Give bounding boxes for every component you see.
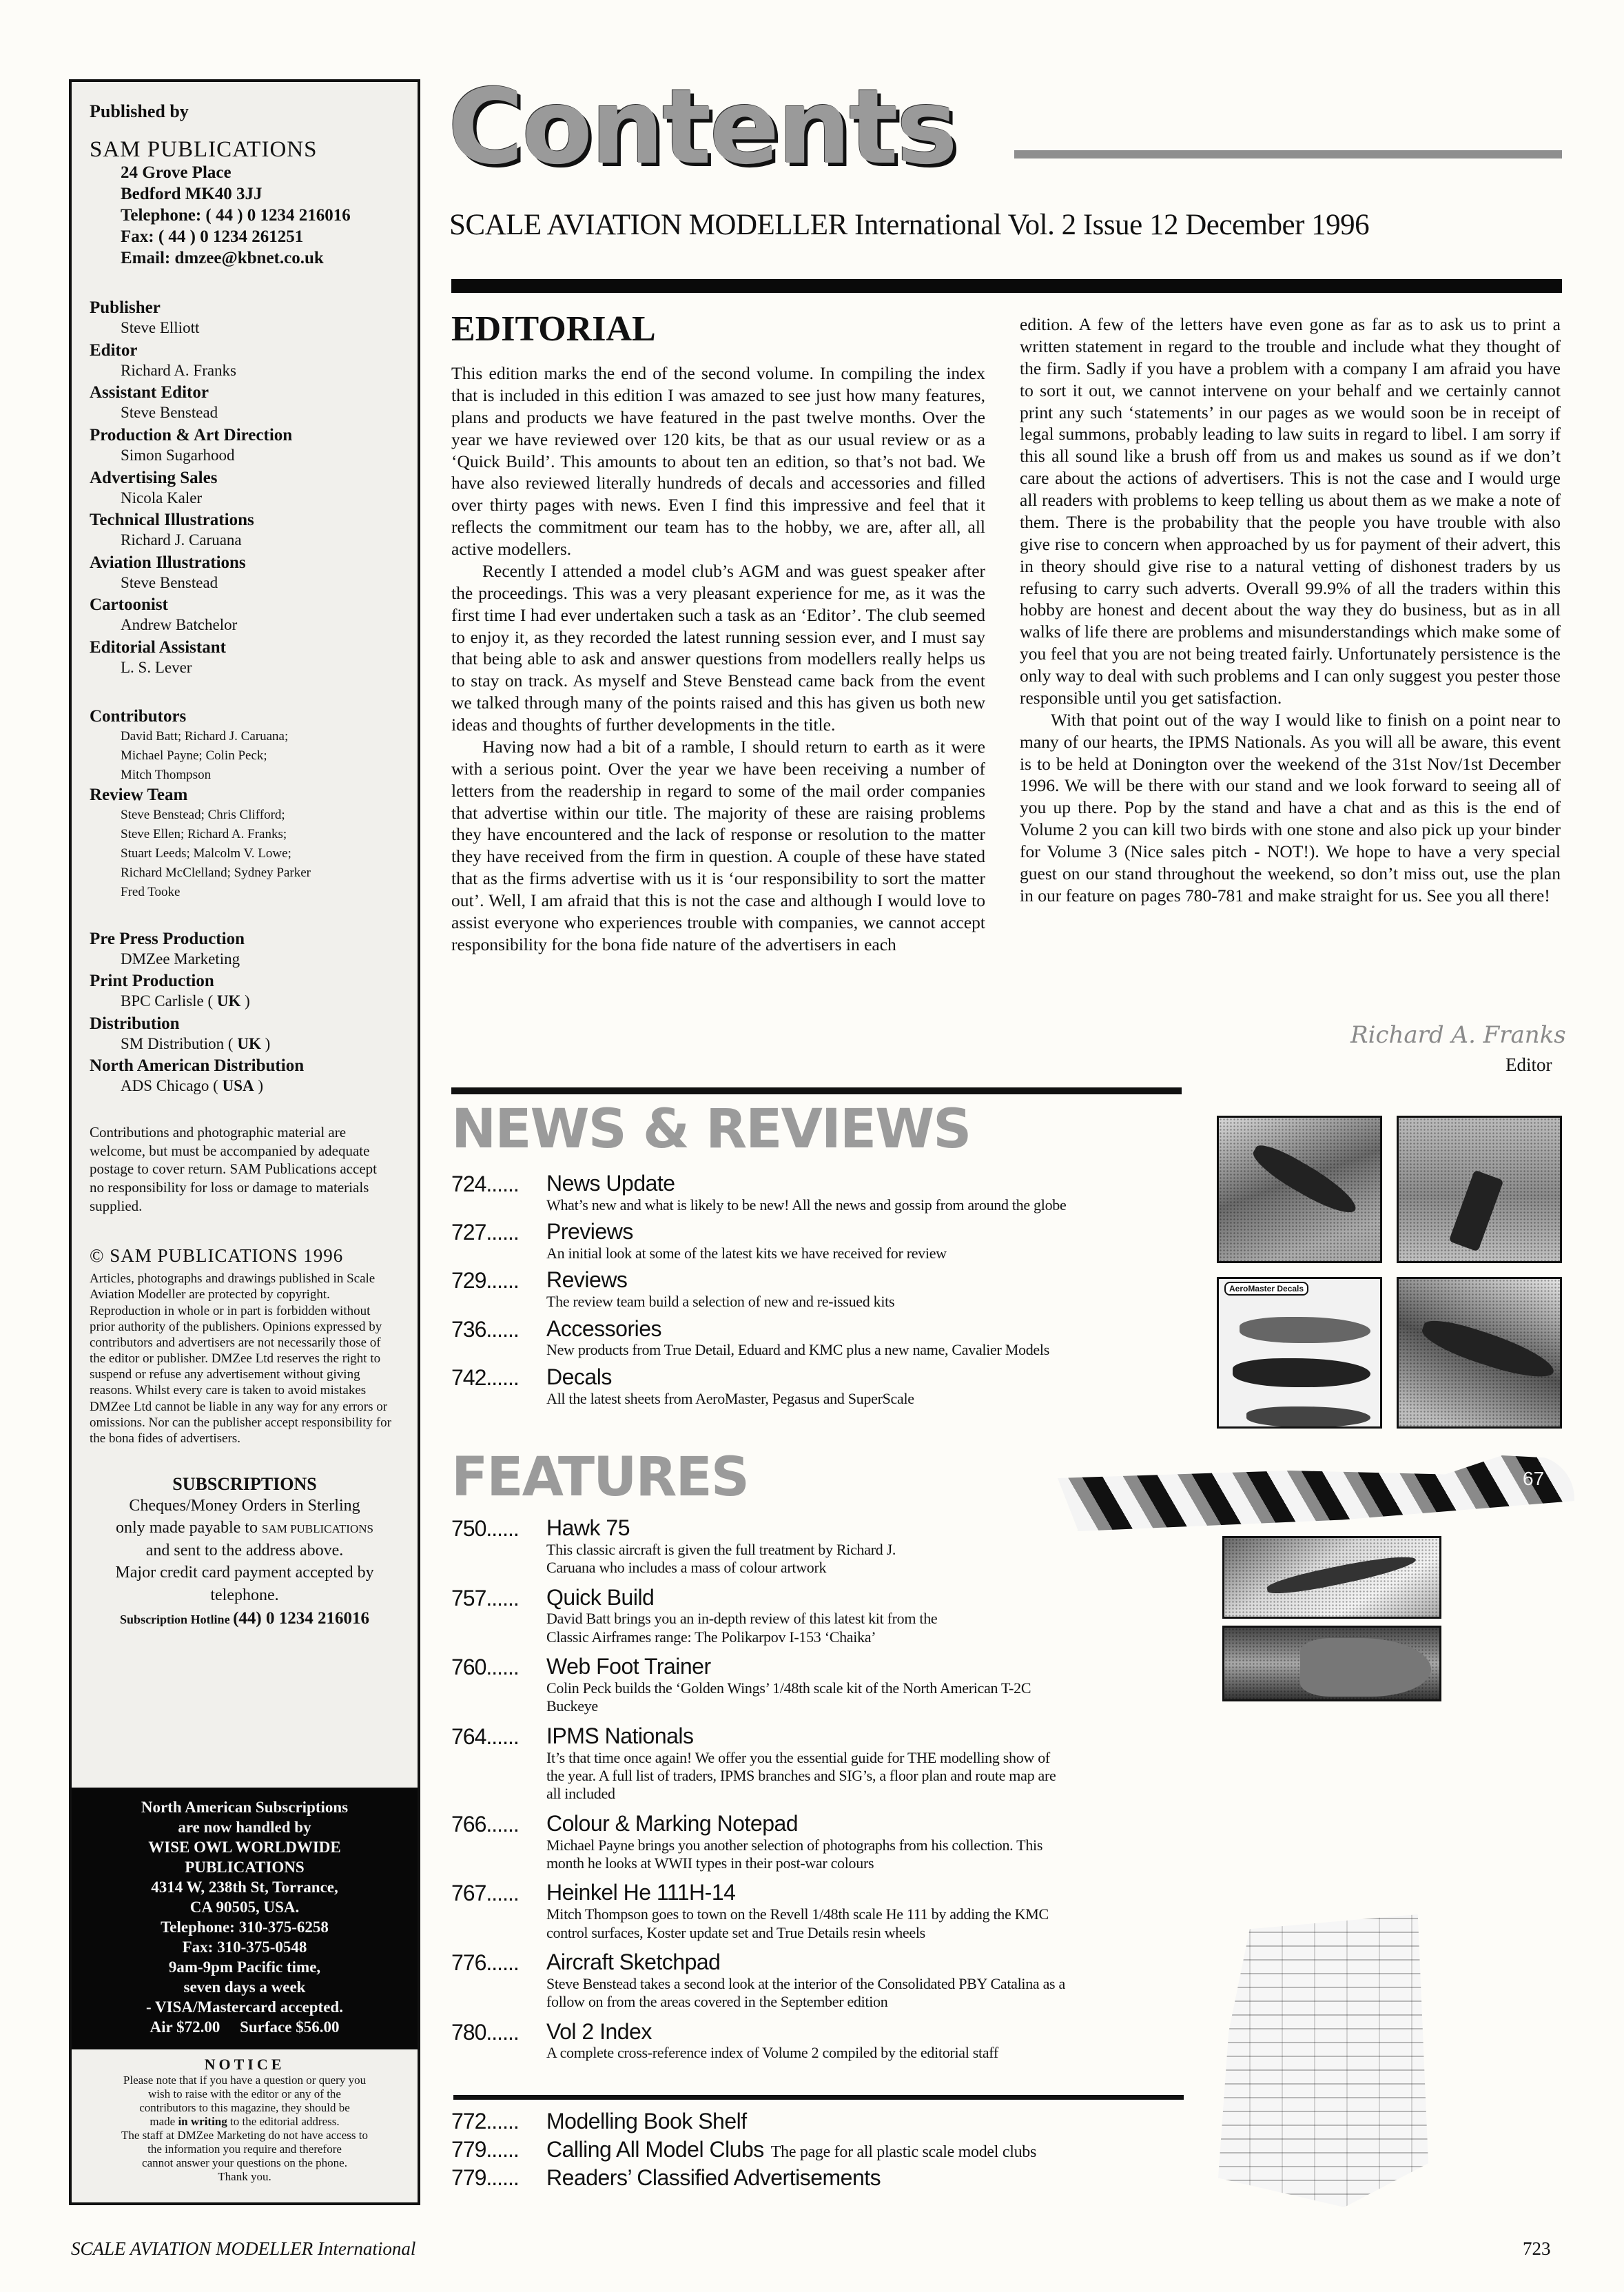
photo-he111-nose: [1222, 1626, 1441, 1701]
subscriptions-text: only made payable to SAM PUBLICATIONS: [116, 1519, 373, 1537]
issue-line: SCALE AVIATION MODELLER International Vol. 2 Issue 12 December 1996: [449, 209, 1370, 241]
review-team-line: Richard McClelland; Sydney Parker: [121, 866, 311, 881]
notice-line: The staff at DMZee Marketing do not have access to: [121, 2129, 368, 2142]
toc-page-number: 779......: [451, 2137, 519, 2162]
production-role: Print Production: [90, 972, 214, 991]
toc-page-number: 729......: [451, 1268, 519, 1293]
toc-title: Heinkel He 111H-14: [546, 1880, 736, 1905]
subscriptions-title: SUBSCRIPTIONS: [172, 1474, 317, 1495]
production-name: BPC Carlisle ( UK ): [121, 992, 250, 1010]
staff-name: Steve Benstead: [121, 573, 218, 591]
notice-line: wish to raise with the editor or any of the: [148, 2087, 341, 2101]
hawk-tail-code: 67: [1523, 1468, 1545, 1489]
na-line: are now handled by: [178, 1818, 311, 1836]
staff-role: Production & Art Direction: [90, 426, 293, 445]
catalina-interior-sketch: [1218, 1914, 1428, 2207]
staff-role: Cartoonist: [90, 595, 168, 615]
staff-name: Steve Benstead: [121, 404, 218, 422]
staff-name: Richard A. Franks: [121, 361, 237, 379]
divider: [451, 279, 1562, 293]
photo-t2c-buckeye-model: [1222, 1536, 1441, 1619]
toc-entry[interactable]: [451, 2137, 1195, 2162]
address-street: 24 Grove Place: [121, 163, 232, 183]
contributors-line: Michael Payne; Colin Peck;: [121, 748, 267, 763]
editorial-paragraph: Recently I attended a model club’s AGM and was guest speaker after the proceedings. This was a very pleasant experience for me, as it was the first time I had ever undertaken such a task as an ‘Editor’. The club seemed to enjoy it, as they recorded the latest running session ever, and I must say that being able to ask and answer questions from modellers really helps us to stay on track. As myself and Steve Benstead came back from the event we talked through many of the points raised and this has given us both new ideas and thoughts of further developments in the title.: [451, 560, 985, 735]
na-line: North American Subscriptions: [141, 1799, 349, 1816]
staff-role: Advertising Sales: [90, 468, 218, 487]
subscriptions-text: Major credit card payment accepted by telephone.: [115, 1564, 374, 1604]
production-role: Distribution: [90, 1014, 180, 1033]
toc-page-number: 772......: [451, 2109, 519, 2134]
toc-description: Colin Peck builds the ‘Golden Wings’ 1/48th scale kit of the North American T-2C Buckeye: [546, 1679, 1031, 1715]
decal-sheet-label: AeroMaster Decals: [1224, 1282, 1308, 1296]
copyright-notice: © SAM PUBLICATIONS 1996: [90, 1245, 344, 1267]
toc-entry[interactable]: [451, 1516, 1071, 1582]
toc-entry[interactable]: [451, 1171, 1195, 1218]
toc-page-number: 766......: [451, 1811, 519, 1836]
toc-description: It’s that time once again! We offer you the essential guide for THE modelling show of the year. A full list of traders, IPMS branches and SIG’s, a floor plan and route map are all included: [546, 1748, 1056, 1803]
na-line: seven days a week: [183, 1978, 306, 1996]
toc-title: Reviews: [546, 1267, 628, 1293]
toc-page-number: 764......: [451, 1723, 519, 1749]
review-team-label: Review Team: [90, 785, 188, 804]
toc-description: Michael Payne brings you another selection of photographs from his collection. This month he looks at WWII types in their post-war colours: [546, 1836, 1043, 1872]
address-city: Bedford MK40 3JJ: [121, 185, 263, 204]
toc-entry[interactable]: [451, 1812, 1071, 1877]
toc-title: Quick Build: [546, 1584, 655, 1610]
production-name: SM Distribution ( UK ): [121, 1034, 271, 1052]
toc-entry[interactable]: [451, 2020, 1071, 2067]
toc-entry[interactable]: [451, 1881, 1071, 1946]
features-list: [451, 1516, 1071, 2071]
staff-role: Aviation Illustrations: [90, 553, 246, 572]
editorial-column-right: [1020, 314, 1561, 907]
staff-name: Nicola Kaler: [121, 489, 203, 507]
title-rule: [1014, 150, 1562, 158]
staff-name: Richard J. Caruana: [121, 531, 242, 549]
toc-entry[interactable]: [451, 1268, 1195, 1315]
toc-entry[interactable]: [451, 1317, 1195, 1364]
toc-entry[interactable]: [451, 1724, 1071, 1808]
toc-entry[interactable]: [451, 1220, 1195, 1267]
toc-page-number: 727......: [451, 1220, 519, 1245]
toc-title: IPMS Nationals: [546, 1723, 694, 1748]
toc-title: Hawk 75: [546, 1515, 630, 1540]
na-line: - VISA/Mastercard accepted.: [146, 1998, 343, 2016]
hawk-75-profile-artwork: [1058, 1455, 1574, 1531]
toc-title: Decals: [546, 1364, 612, 1389]
staff-name: Andrew Batchelor: [121, 616, 238, 634]
toc-title: Colour & Marking Notepad: [546, 1810, 799, 1836]
notice-line: Please note that if you have a question or query you: [123, 2074, 367, 2087]
na-line: CA 90505, USA.: [189, 1898, 300, 1916]
notice-line: made in writing to the editorial address.: [150, 2115, 340, 2129]
toc-page-number: 736......: [451, 1316, 519, 1342]
photo-bf109-model: [1397, 1277, 1562, 1429]
toc-title: News Update: [546, 1171, 675, 1196]
toc-title: Modelling Book Shelf: [546, 2109, 747, 2134]
review-team-line: Steve Benstead; Chris Clifford;: [121, 807, 285, 822]
toc-page-number: 779......: [451, 2165, 519, 2190]
staff-role: Editor: [90, 340, 138, 360]
editorial-paragraph: With that point out of the way I would like to finish on a point near to many of our hearts, the IPMS Nationals. As you will all be aware, this event is to be held at Donington over the weekend of the 31st Nov/1st December 1996. We will be there with our stand and we look forward to seeing all of you up there. Pop by the stand and have a chat and as this is the end of Volume 2 you can kill two birds with one stone and also pick up your binder for Volume 3 (Nice sales pitch - NOT!). We hope to have a very special guest on our stand throughout the weekend, so don’t miss out, use the plan in our feature on pages 780-781 and make straight for us. See you all there!: [1020, 709, 1561, 905]
toc-page-number: 760......: [451, 1655, 519, 1680]
toc-title: Web Foot Trainer: [546, 1654, 711, 1679]
na-line: Fax: 310-375-0548: [182, 1938, 307, 1956]
toc-page-number: 724......: [451, 1171, 519, 1196]
address-email[interactable]: Email: dmzee@kbnet.co.uk: [121, 249, 324, 268]
toc-page-number: 742......: [451, 1364, 519, 1390]
legal-notice: Articles, photographs and drawings published in Scale Aviation Modeller are protected by copyright. Reproduction in whole or in part is forbidden without prior authority of the publishers. Opinions expressed by contributors and advertisers are not necessarily those of the editor or publisher. DMZee Ltd reserves the right to suspend or refuse any advertisement without giving reasons. Whilst every care is taken to avoid mistakes DMZee Ltd cannot be liable in any way for any errors or omissions. Nor can the publisher accept responsibility for the bona fides of advertisers.: [90, 1271, 391, 1446]
production-name: ADS Chicago ( USA ): [121, 1077, 264, 1095]
production-role: Pre Press Production: [90, 929, 245, 948]
notice-line: Thank you.: [218, 2170, 271, 2184]
editorial-column-left: [451, 362, 985, 956]
divider: [451, 1087, 1182, 1094]
published-by-label: Published by: [90, 101, 189, 121]
toc-title: Previews: [546, 1219, 633, 1245]
toc-entry[interactable]: [451, 2109, 1195, 2134]
publisher-company: SAM PUBLICATIONS: [90, 137, 318, 162]
editorial-paragraph: Having now had a bit of a ramble, I should return to earth as it were with a serious point. Over the year we have been receiving a number of letters from the readership in regard to some of the mail order companies that advertise within our title. The majority of these are raising problems they have encountered and the lack of response or resolution to the matter they have received from the firm in question. A couple of these have stated that as the firms advertise with us it is ‘our responsibility to sort the matter out’. Well, I am afraid that this is not the case and although I would love to assist everyone who experiences trouble with companies, we cannot accept responsibility for the bona fide nature of the advertisers in each: [451, 736, 985, 954]
news-reviews-list: [451, 1171, 1195, 1413]
subscription-hotline: Subscription Hotline (44) 0 1234 216016: [120, 1609, 369, 1628]
staff-list: [90, 298, 400, 677]
na-line: Air $72.00 Surface $56.00: [150, 2018, 340, 2036]
address-telephone: Telephone: ( 44 ) 0 1234 216016: [121, 206, 351, 225]
review-team-line: Fred Tooke: [121, 885, 181, 900]
na-line: WISE OWL WORLDWIDE: [148, 1838, 341, 1856]
footer-publication: SCALE AVIATION MODELLER International: [71, 2238, 416, 2259]
subscriptions-text: Cheques/Money Orders in Sterling: [129, 1497, 360, 1515]
page-title: Contents: [448, 68, 956, 187]
masthead-sidebar: [69, 79, 420, 2205]
na-line: 9am-9pm Pacific time,: [168, 1958, 321, 1976]
toc-title: Readers’ Classified Advertisements: [546, 2165, 881, 2190]
toc-description: Steve Benstead takes a second look at the interior of the Consolidated PBY Catalina as a follow on from the areas covered in the September edition: [546, 1974, 1065, 2011]
toc-page-number: 780......: [451, 2019, 519, 2045]
staff-role: Publisher: [90, 298, 161, 318]
contributors-label: Contributors: [90, 706, 187, 726]
photo-decal-sheet: [1217, 1277, 1382, 1429]
editorial-paragraph: This edition marks the end of the second volume. In compiling the index that is included in this edition I was amazed to see just how many features, plans and products we have featured in the past twelve months. Over the year we have reviewed over 120 kits, be that as our usual review or as a ‘Quick Build’. This amounts to about ten an edition, so that’s not bad. We have also reviewed literally hundreds of decals and accessories and filled over thirty pages with news. Even I find this impressive and feel that it reflects the commitment our team has to the hobby, we are, after all, all active modellers.: [451, 363, 985, 559]
editorial-paragraph: edition. A few of the letters have even gone as far as to ask us to print a written statement in regard to the trouble and include what they thought of the firm. Sadly if you have a problem with a company I am afraid you have to sort it out, we cannot intervene on your behalf and we certainly cannot print any such ‘statements’ in our pages as we would soon be in receipt of legal summons, probably leading to law suits in regard to libel. I am sorry if this all sound like a brush off from us and makes us sound as if we don’t care about the actions of advertisers. This is not the case and I would urge all readers with problems to keep telling us about them as we make a note of them. There is the probability that the people you have trouble with also give rise to concern when approached by us for payment of their advert, this in theory should give rise to a natural vetting of dishonest traders by us refusing to carry such adverts. Overall 99.9% of all the traders within this hobby are honest and decent about the way they do business, but as in all walks of life there are problems and misunderstandings which make some of you feel that you are not being treated fairly. Unfortunately persistence is the only way to deal with such problems and I can only suggest you pester those responsible until you get satisfaction.: [1020, 314, 1561, 708]
notice-line: cannot answer your questions on the phone.: [142, 2156, 347, 2170]
contributions-note: Contributions and photographic material are welcome, but must be accompanied by adequate postage to cover return. SAM Publications accept no responsibility for loss or damage to materials supplied.: [90, 1123, 377, 1214]
review-team-line: Stuart Leeds; Malcolm V. Lowe;: [121, 846, 291, 861]
subscriptions-text: and sent to the address above.: [145, 1541, 344, 1559]
toc-page-number: 767......: [451, 1881, 519, 1906]
toc-description: What’s new and what is likely to be new! All the news and gossip from around the globe: [546, 1196, 1067, 1214]
editor-signature: Richard A. Franks: [1350, 1021, 1566, 1049]
address-fax: Fax: ( 44 ) 0 1234 261251: [121, 227, 304, 247]
toc-description: All the latest sheets from AeroMaster, Pegasus and SuperScale: [546, 1389, 914, 1407]
toc-title: Aircraft Sketchpad: [546, 1950, 721, 1975]
staff-role: Technical Illustrations: [90, 511, 254, 530]
news-reviews-heading: NEWS & REVIEWS: [451, 1098, 971, 1160]
na-line: 4314 W, 238th St, Torrance,: [151, 1878, 338, 1896]
notice-line: the information you require and therefore: [147, 2142, 342, 2156]
staff-role: Assistant Editor: [90, 383, 209, 402]
publisher-address: [90, 162, 400, 269]
toc-title: Calling All Model Clubs: [546, 2137, 764, 2162]
review-team-line: Steve Ellen; Richard A. Franks;: [121, 827, 287, 842]
toc-page-number: 750......: [451, 1516, 519, 1541]
production-role: North American Distribution: [90, 1056, 305, 1076]
toc-description: An initial look at some of the latest kits we have received for review: [546, 1245, 947, 1262]
toc-description: The page for all plastic scale model clubs: [770, 2143, 1037, 2161]
staff-name: Steve Elliott: [121, 319, 200, 337]
notice-box: [72, 2054, 418, 2185]
na-line: Telephone: 310-375-6258: [161, 1918, 329, 1936]
signature-role: Editor: [1505, 1054, 1552, 1075]
toc-entry[interactable]: [451, 1655, 1071, 1720]
toc-page-number: 776......: [451, 1950, 519, 1976]
contributors-line: Mitch Thompson: [121, 767, 212, 782]
toc-entry[interactable]: [451, 1950, 1071, 2016]
features-heading: FEATURES: [451, 1446, 748, 1508]
staff-name: L. S. Lever: [121, 659, 192, 677]
contributors-line: David Batt; Richard J. Caruana;: [121, 728, 289, 744]
notice-line: contributors to this magazine, they should be: [139, 2101, 350, 2115]
toc-page-number: 757......: [451, 1585, 519, 1610]
staff-name: Simon Sugarhood: [121, 447, 235, 464]
toc-description: The review team build a selection of new and re-issued kits: [546, 1293, 895, 1311]
north-american-subscriptions-box: [72, 1788, 418, 2049]
toc-title: Accessories: [546, 1316, 661, 1341]
misc-list: [451, 2109, 1195, 2193]
staff-role: Editorial Assistant: [90, 638, 226, 657]
divider: [453, 2095, 1184, 2100]
photo-resin-parts: [1397, 1116, 1562, 1263]
photo-spitfire-model: [1217, 1116, 1382, 1263]
notice-title: NOTICE: [204, 2056, 285, 2073]
toc-description: New products from True Detail, Eduard and KMC plus a new name, Cavalier Models: [546, 1341, 1049, 1359]
toc-description: This classic aircraft is given the full treatment by Richard J. Caruana who includes a mass of colour artwork: [546, 1540, 896, 1577]
subscriptions-block: [90, 1474, 400, 1628]
toc-entry[interactable]: [451, 1586, 1071, 1651]
toc-entry[interactable]: [451, 2165, 1195, 2191]
toc-description: David Batt brings you an in-depth review of this latest kit from the Classic Airframes range: The Polikarpov I-153 ‘Chaika’: [546, 1610, 938, 1646]
toc-description: Mitch Thompson goes to town on the Revell 1/48th scale He 111 by adding the KMC control surfaces, Koster update set and True Details resin wheels: [546, 1905, 1049, 1941]
toc-description: A complete cross-reference index of Volume 2 compiled by the editorial staff: [546, 2044, 998, 2062]
editorial-title: EDITORIAL: [451, 309, 656, 349]
toc-title: Vol 2 Index: [546, 2018, 652, 2044]
toc-entry[interactable]: [451, 1365, 1195, 1412]
page-number: 723: [1523, 2238, 1551, 2259]
na-line: PUBLICATIONS: [185, 1858, 305, 1876]
production-name: DMZee Marketing: [121, 950, 240, 968]
